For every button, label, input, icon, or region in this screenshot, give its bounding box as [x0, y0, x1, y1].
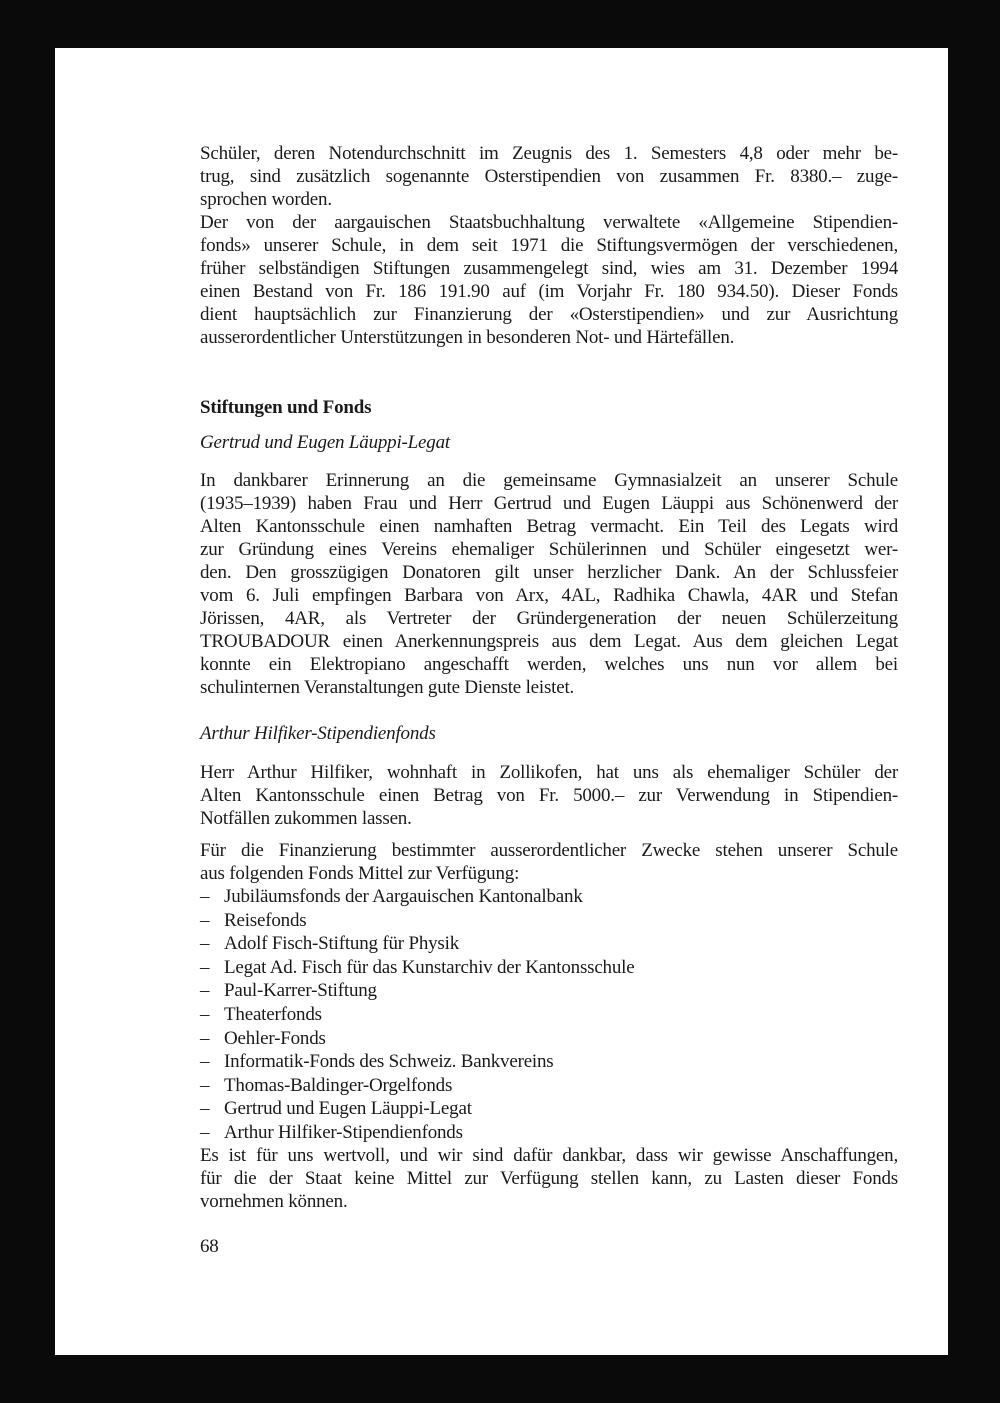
- paragraph-line: aus folgenden Fonds Mittel zur Verfügung:: [200, 863, 520, 884]
- list-item-text: Oehler-Fonds: [224, 1027, 326, 1049]
- list-dash: –: [200, 933, 210, 955]
- intro-line: einen Bestand von Fr. 186 191.90 auf (im Vorjahr Fr. 180 934.50). Dieser Fonds: [200, 281, 898, 302]
- list-item: [200, 1121, 898, 1144]
- list-item: [200, 1097, 898, 1120]
- list-dash: –: [200, 980, 210, 1002]
- list-item-text: Informatik-Fonds des Schweiz. Bankvereins: [224, 1051, 554, 1073]
- paragraph-line: In dankbarer Erinnerung an die gemeinsame Gymnasialzeit an unserer Schule: [200, 470, 898, 491]
- list-item: [200, 932, 898, 955]
- list-dash: –: [200, 1051, 210, 1073]
- list-item-text: Thomas-Baldinger-Orgelfonds: [224, 1074, 453, 1096]
- list-item: [200, 885, 898, 908]
- section-heading: Stiftungen und Fonds: [200, 397, 372, 418]
- list-item-text: Reisefonds: [224, 909, 307, 931]
- list-item: [200, 956, 898, 979]
- paragraph-line: zur Gründung eines Vereins ehemaliger Schülerinnen und Schüler eingesetzt wer-: [200, 539, 898, 560]
- intro-line: sprochen worden.: [200, 189, 332, 210]
- intro-line: früher selbständigen Stiftungen zusammengelegt sind, wies am 31. Dezember 1994: [200, 258, 898, 279]
- paragraph-line: schulinternen Veranstaltungen gute Dienste leistet.: [200, 677, 575, 698]
- paragraph-line: Herr Arthur Hilfiker, wohnhaft in Zollikofen, hat uns als ehemaliger Schüler der: [200, 762, 898, 783]
- list-dash: –: [200, 1098, 210, 1120]
- paragraph-line: TROUBADOUR einen Anerkennungspreis aus dem Legat. Aus dem gleichen Legat: [200, 631, 898, 652]
- list-dash: –: [200, 1004, 210, 1025]
- list-item-text: Gertrud und Eugen Läuppi-Legat: [224, 1098, 472, 1120]
- list-dash: –: [200, 1074, 210, 1096]
- list-item-text: Legat Ad. Fisch für das Kunstarchiv der Kantonsschule: [224, 956, 635, 978]
- list-item: [200, 909, 898, 932]
- paragraph-line: Es ist für uns wertvoll, und wir sind dafür dankbar, dass wir gewisse Anschaffungen,: [200, 1145, 898, 1166]
- paragraph-line: vom 6. Juli empfingen Barbara von Arx, 4AL, Radhika Chawla, 4AR und Stefan: [200, 585, 898, 606]
- subheading: Gertrud und Eugen Läuppi-Legat: [200, 432, 450, 453]
- list-dash: –: [200, 909, 210, 931]
- list-dash: –: [200, 1122, 210, 1143]
- list-dash: –: [200, 886, 210, 907]
- intro-line: fonds» unserer Schule, in dem seit 1971 die Stiftungsvermögen der verschiedenen,: [200, 235, 898, 256]
- subheading: Arthur Hilfiker-Stipendienfonds: [200, 723, 436, 744]
- paragraph-line: konnte ein Elektropiano angeschafft werden, welches uns nun vor allem bei: [200, 654, 898, 675]
- intro-line: Schüler, deren Notendurchschnitt im Zeugnis des 1. Semesters 4,8 oder mehr be-: [200, 143, 898, 164]
- list-item: [200, 979, 898, 1002]
- list-item-text: Jubiläumsfonds der Aargauischen Kantonalbank: [224, 886, 583, 907]
- intro-line: dient hauptsächlich zur Finanzierung der «Osterstipendien» und zur Ausrichtung: [200, 304, 898, 325]
- paragraph-line: Notfällen zukommen lassen.: [200, 808, 412, 829]
- paragraph-line: Alten Kantonsschule einen namhaften Betrag vermacht. Ein Teil des Legats wird: [200, 516, 898, 537]
- list-dash: –: [200, 1027, 210, 1049]
- list-item-text: Adolf Fisch-Stiftung für Physik: [224, 933, 460, 955]
- intro-line: Der von der aargauischen Staatsbuchhaltung verwaltete «Allgemeine Stipendien-: [200, 212, 898, 233]
- paragraph-line: Jörissen, 4AR, als Vertreter der Gründergeneration der neuen Schülerzeitung: [200, 608, 898, 629]
- paragraph-line: (1935–1939) haben Frau und Herr Gertrud und Eugen Läuppi aus Schönenwerd der: [200, 493, 898, 514]
- list-item-text: Theaterfonds: [224, 1004, 322, 1025]
- page-number: 68: [200, 1236, 219, 1257]
- list-item: [200, 1003, 898, 1026]
- list-item: [200, 1050, 898, 1073]
- list-item-text: Arthur Hilfiker-Stipendienfonds: [224, 1122, 463, 1143]
- list-item: [200, 1027, 898, 1050]
- paragraph-line: Für die Finanzierung bestimmter ausserordentlicher Zwecke stehen unserer Schule: [200, 840, 898, 861]
- paragraph-line: für die der Staat keine Mittel zur Verfügung stellen kann, zu Lasten dieser Fonds: [200, 1168, 898, 1189]
- list-item-text: Paul-Karrer-Stiftung: [224, 980, 377, 1002]
- list-dash: –: [200, 956, 210, 978]
- list-item: [200, 1074, 898, 1097]
- intro-line: trug, sind zusätzlich sogenannte Osterstipendien von zusammen Fr. 8380.– zuge-: [200, 166, 898, 187]
- intro-line: ausserordentlicher Unterstützungen in besonderen Not- und Härtefällen.: [200, 327, 735, 348]
- paragraph-line: Alten Kantonsschule einen Betrag von Fr. 5000.– zur Verwendung in Stipendien-: [200, 785, 898, 806]
- paragraph-line: vornehmen können.: [200, 1191, 348, 1212]
- paragraph-line: den. Den grosszügigen Donatoren gilt unser herzlicher Dank. An der Schlussfeier: [200, 562, 898, 583]
